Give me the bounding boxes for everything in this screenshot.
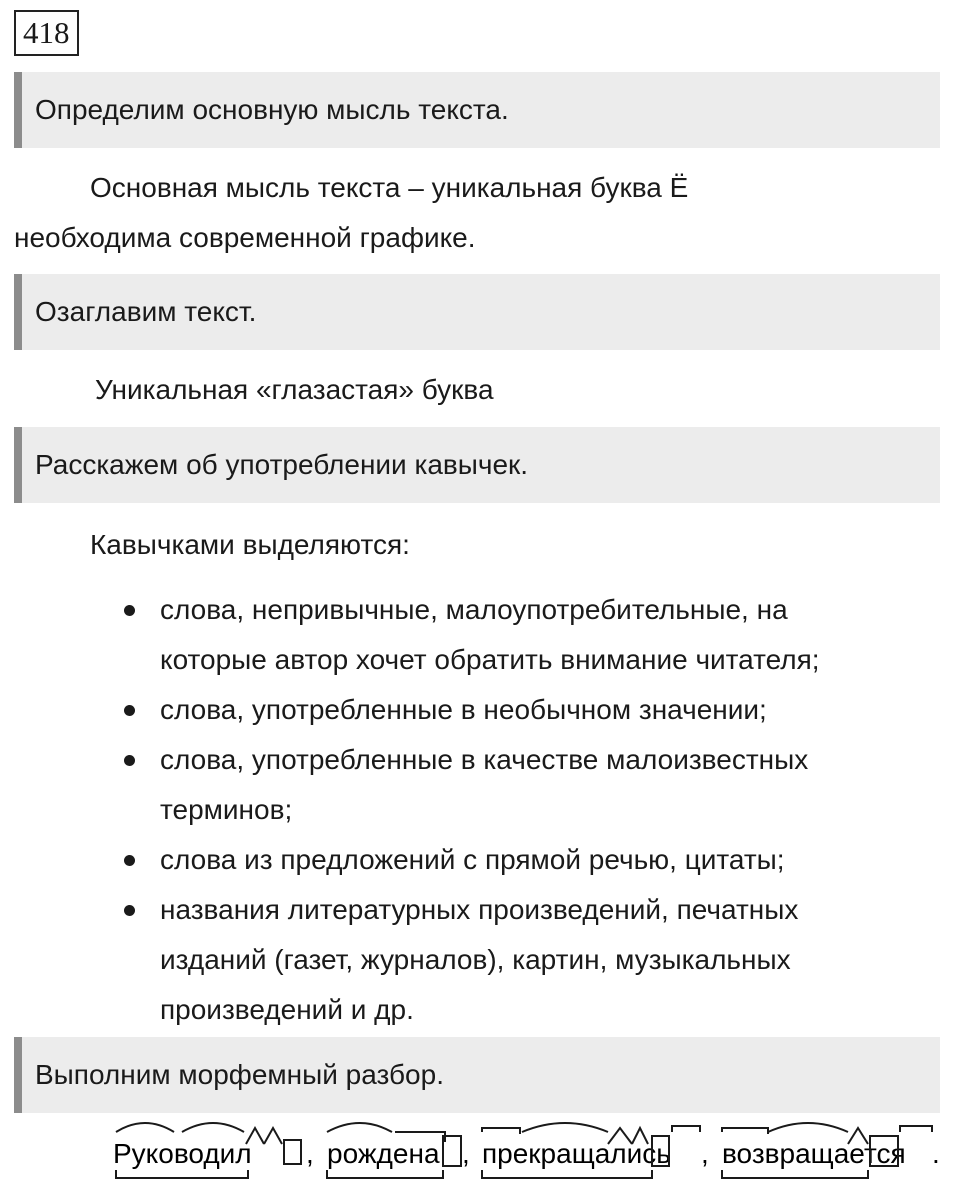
postfix-mark-icon: [672, 1126, 700, 1132]
stem-bracket-icon: [482, 1170, 652, 1178]
bullet-icon: [124, 855, 135, 866]
main-idea-line-2: необходима современной графике.: [14, 222, 476, 253]
list-item: [118, 885, 948, 1035]
list-item-line: изданий (газет, журналов), картин, музыкальных: [160, 944, 791, 975]
quotes-list: [118, 585, 948, 1035]
morpheme-word-3: прекращались: [482, 1138, 671, 1169]
list-item: [118, 585, 948, 685]
bullet-icon: [124, 755, 135, 766]
list-item-line: произведений и др.: [160, 994, 414, 1025]
postfix-mark-icon: [900, 1126, 932, 1132]
section-heading-text: Озаглавим текст.: [35, 296, 257, 327]
root-arc-icon: [768, 1123, 848, 1132]
root-arc-icon: [182, 1123, 244, 1132]
section-heading-title: [14, 274, 940, 350]
list-item-line: терминов;: [160, 794, 293, 825]
bullet-icon: [124, 905, 135, 916]
root-arc-icon: [522, 1123, 608, 1132]
text-title: Уникальная «глазастая» буква: [95, 374, 494, 405]
comma: ,: [306, 1138, 314, 1169]
section-heading-text: Выполним морфемный разбор.: [35, 1059, 444, 1090]
morpheme-word-4: возвращается: [722, 1138, 906, 1169]
list-item-line: слова, употребленные в необычном значении;: [160, 694, 767, 725]
list-item-line: слова из предложений с прямой речью, цитаты;: [160, 844, 785, 875]
list-item-line: слова, непривычные, малоупотребительные, на: [160, 594, 788, 625]
morpheme-word-1: Руководил: [113, 1138, 252, 1169]
bullet-icon: [124, 705, 135, 716]
task-number: 418: [14, 10, 79, 56]
comma: ,: [462, 1138, 470, 1169]
main-idea-line-1: Основная мысль текста – уникальная буква Ё: [90, 172, 689, 203]
section-heading-text: Расскажем об употреблении кавычек.: [35, 449, 529, 480]
prefix-mark-icon: [722, 1128, 768, 1134]
stem-bracket-icon: [116, 1170, 248, 1178]
bullet-icon: [124, 605, 135, 616]
ending-box-icon: [284, 1140, 301, 1164]
suffix-mark-icon: [264, 1128, 282, 1144]
list-item: [118, 835, 948, 885]
stem-bracket-icon: [722, 1170, 868, 1178]
quotes-intro: Кавычками выделяются:: [90, 529, 410, 560]
morpheme-analysis: [0, 1100, 960, 1201]
root-arc-icon: [116, 1123, 174, 1132]
morpheme-word-2: рождена: [327, 1138, 440, 1169]
prefix-mark-icon: [482, 1128, 520, 1134]
period: .: [932, 1138, 940, 1169]
list-item-line: названия литературных произведений, печатных: [160, 894, 799, 925]
root-arc-icon: [327, 1123, 392, 1132]
list-item-line: слова, употребленные в качестве малоизвестных: [160, 744, 809, 775]
list-item-line: которые автор хочет обратить внимание читателя;: [160, 644, 820, 675]
section-heading-text: Определим основную мысль текста.: [35, 94, 509, 125]
section-heading-quotes: [14, 427, 940, 503]
list-item: [118, 735, 948, 835]
section-heading-main-idea: [14, 72, 940, 148]
stem-bracket-icon: [327, 1170, 443, 1178]
comma: ,: [701, 1138, 709, 1169]
list-item: [118, 685, 948, 735]
